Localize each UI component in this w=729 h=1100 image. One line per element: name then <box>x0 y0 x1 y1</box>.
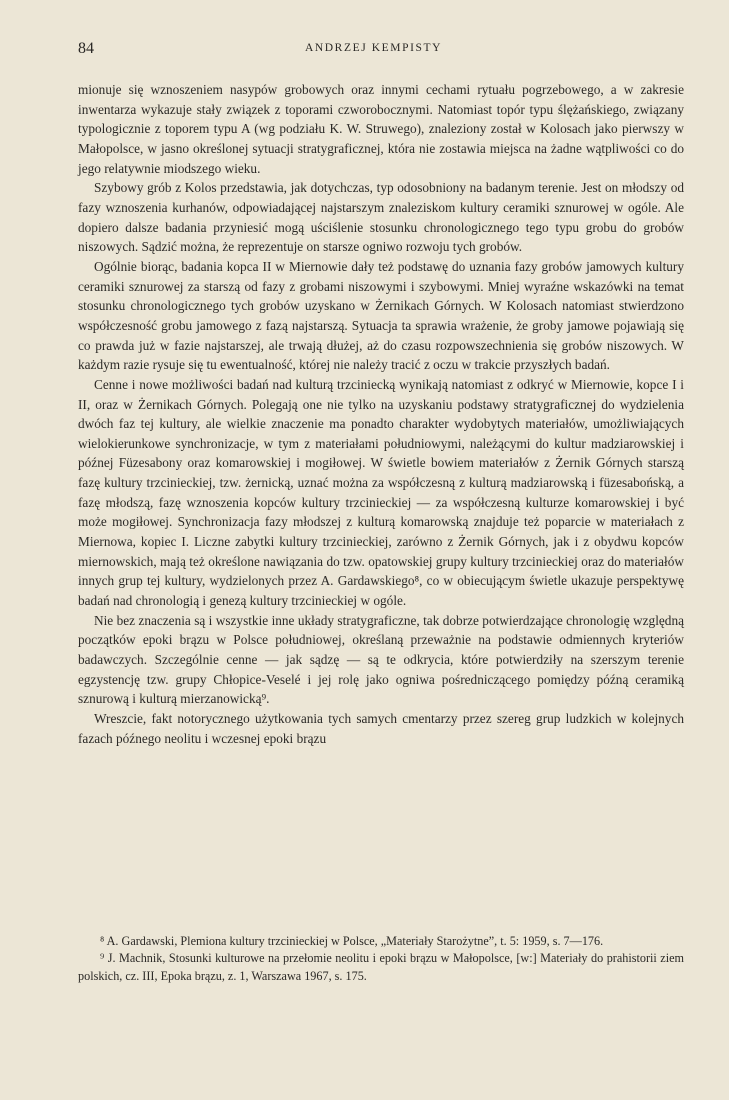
paragraph: Ogólnie biorąc, badania kopca II w Miernowie dały też podstawę do uznania fazy grobów jamowych kultury ceramiki sznurowej za starszą od fazy z grobami niszowymi i szybowymi. Mniej wyraźne wskazówki na temat stosunku chronologicznego tych grobów uzyskano w Żernikach Górnych. W Kolosach natomiast stwierdzono współczesność grobu jamowego z fazą najstarszą. Sytuacja ta sprawia wrażenie, że groby jamowe pojawiają się co prawda już w fazie najstarszej, ale trwają dłużej, aż do czasu rozpowszechnienia się grobów niszowych. W każdym razie rysuje się tu ewentualność, której nie należy tracić z oczu w trakcie przyszłych badań. <box>78 258 684 373</box>
body-text <box>78 80 684 748</box>
running-head: ANDRZEJ KEMPISTY <box>304 42 443 54</box>
paragraph: mionuje się wznoszeniem nasypów grobowych oraz innymi cechami rytuału pogrzebowego, a w zakresie inwentarza wykazuje stały związek z toporami czworobocznymi. Natomiast topór typu ślężańskiego, związany typologicznie z toporem typu A (wg podziału K. W. Struwego), znaleziony został w Kolosach jako pierwszy w Małopolsce, w jasno określonej sytuacji stratygraficznej, która nie zostawia miejsca na żadne wątpliwości co do jego relatywnie miodszego wieku. <box>78 82 684 176</box>
page-header <box>78 40 669 64</box>
footnotes <box>78 933 684 985</box>
paragraph: Szybowy grób z Kolos przedstawia, jak dotychczas, typ odosobniony na badanym terenie. Jest on młodszy od fazy wznoszenia kurhanów, odpowiadającej najstarszym znaleziskom kultury ceramiki sznurowej w ogóle. Ale dopiero dalsze badania przyniesić mogą uściślenie stosunku chronologicznego tego typu grobu do grobów niszowych. Sądzić można, że reprezentuje on starsze ogniwo rozwoju tych grobów. <box>78 180 684 255</box>
paragraph: Nie bez znaczenia są i wszystkie inne układy stratygraficzne, tak dobrze potwierdzające chronologię względną początków epoki brązu w Polsce południowej, określaną przeważnie na podstawie odmiennych kryteriów badawczych. Szczególnie cenne — jak sądzę — są te odkrycia, które potwierdziły na szerszym terenie egzystencję tzw. grupy Chłopice-Veselé i jej rolę jako ogniwa pośredniczącego pomiędzy późną ceramiką sznurową i kulturą mierzanowicką⁹. <box>78 612 684 707</box>
footnote: ⁸ A. Gardawski, Plemiona kultury trzcinieckiej w Polsce, „Materiały Starożytne”, t. 5: 1959, s. 7—176. <box>100 934 604 948</box>
footnote: ⁹ J. Machnik, Stosunki kulturowe na przełomie neolitu i epoki brązu w Małopolsce, [w:] Materiały do prahistorii ziem polskich, cz. III, Epoka brązu, z. 1, Warszawa 1967, s. 175. <box>78 951 684 983</box>
paragraph: Wreszcie, fakt notorycznego użytkowania tych samych cmentarzy przez szereg grup ludzkich w kolejnych fazach późnego neolitu i wczesnej epoki brązu <box>78 711 684 746</box>
paragraph: Cenne i nowe możliwości badań nad kulturą trzciniecką wynikają natomiast z odkryć w Miernowie, kopce I i II, oraz w Żernikach Górnych. Polegają one nie tylko na uzyskaniu podstawy stratygraficznej do wydzielenia dwóch faz tej kultury, ale wielkie znaczenie ma ponadto charakter wydobytych materiałów, umożliwiających wielokierunkowe synchronizacje, w tym z materiałami południowymi, należącymi do kultur madziarowskiej i późnej Füzesabony oraz komarowskiej i mogiłowej. W świetle bowiem materiałów z Żernik Górnych starszą fazę kultury trzcinieckiej, tzw. żernicką, uznać można za współczesną z kulturą madziarowską i füzesabońską, a fazę młodszą, fazę wznoszenia kopców kultury trzcinieckiej — za współczesną kulturze komarowskiej i być może mogiłowej. Synchronizacja fazy młodszej z kulturą komarowską znajduje też poparcie w materiałach z Miernowa, kopiec I. Liczne zabytki kultury trzcinieckiej, zarówno z Żernik Górnych, jak i z obydwu kopców miernowskich, mają też określone nawiązania do tzw. opatowskiej grupy kultury trzcinieckiej oraz do materiałów innych grup tej kultury, wydzielonych przez A. Gardawskiego⁸, co w obiecującym świetle ukazuje perspektywę badań nad chronologią i genezą kultury trzcinieckiej w ogóle. <box>78 376 684 609</box>
page-number: 84 <box>78 40 94 57</box>
